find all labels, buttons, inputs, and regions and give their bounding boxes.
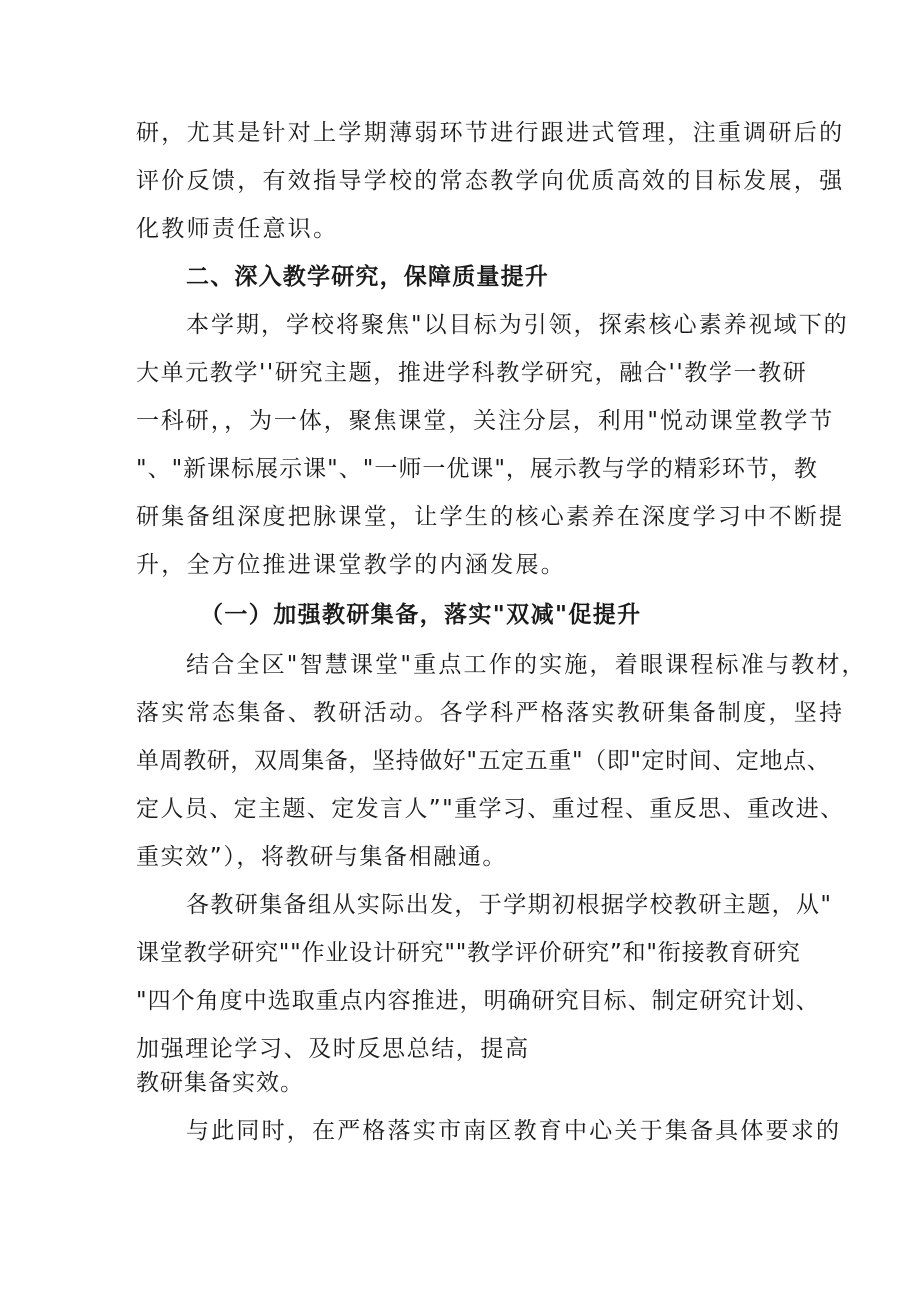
- paragraph-line: 教研集备实效。: [136, 1070, 304, 1096]
- paragraph-line: 升，全方位推进课堂教学的内涵发展。: [136, 552, 567, 578]
- paragraph-line: 大单元教学''研究主题，推进学科教学研究，融合''教学一教研: [136, 360, 808, 386]
- paragraph-line: 加强理论学习、及时反思总结，提高: [136, 1036, 530, 1062]
- paragraph-line: 评价反馈，有效指导学校的常态教学向优质高效的目标发展，强: [136, 168, 845, 194]
- paragraph-line: 本学期，学校将聚焦"以目标为引领，探索核心素养视域下的: [186, 312, 849, 338]
- paragraph-line: "、"新课标展示课"、"一师一优课"，展示教与学的精彩环节，教: [136, 456, 818, 482]
- paragraph-line: 重实效”），将教研与集备相融通。: [136, 844, 508, 870]
- paragraph-line: 与此同时，在严格落实市南区教育中心关于集备具体要求的: [186, 1118, 842, 1144]
- paragraph-line: "四个角度中选取重点内容推进，明确研究目标、制定研究计划、: [136, 988, 820, 1014]
- paragraph-line: 各教研集备组从实际出发，于学期初根据学校教研主题，从": [186, 892, 833, 918]
- paragraph-line: 研集备组深度把脉课堂，让学生的核心素养在深度学习中不断提: [136, 504, 845, 530]
- paragraph-line: 一科研，，为一体，聚焦课堂，关注分层，利用"悦动课堂教学节: [136, 408, 835, 434]
- paragraph-line: 结合全区"智慧课堂"重点工作的实施，着眼课程标准与教材，: [186, 652, 867, 678]
- paragraph-line: 单周教研，双周集备，坚持做好"五定五重"（即"定时间、定地点、: [136, 748, 831, 774]
- section-heading: 二、深入教学研究，保障质量提升: [186, 264, 549, 290]
- paragraph-line: 化教师责任意识。: [136, 216, 339, 242]
- paragraph-line: 落实常态集备、教研活动。各学科严格落实教研集备制度，坚持: [136, 700, 845, 726]
- paragraph-line: 研，尤其是针对上学期薄弱环节进行跟进式管理，注重调研后的: [136, 120, 845, 146]
- subsection-heading: （一）加强教研集备，落实"双减"促提升: [200, 602, 642, 628]
- paragraph-line: 课堂教学研究""作业设计研究""教学评价研究”和"衔接教育研究: [136, 940, 801, 966]
- paragraph-line: 定人员、定主题、定发言人”"重学习、重过程、重反思、重改进、: [136, 796, 845, 822]
